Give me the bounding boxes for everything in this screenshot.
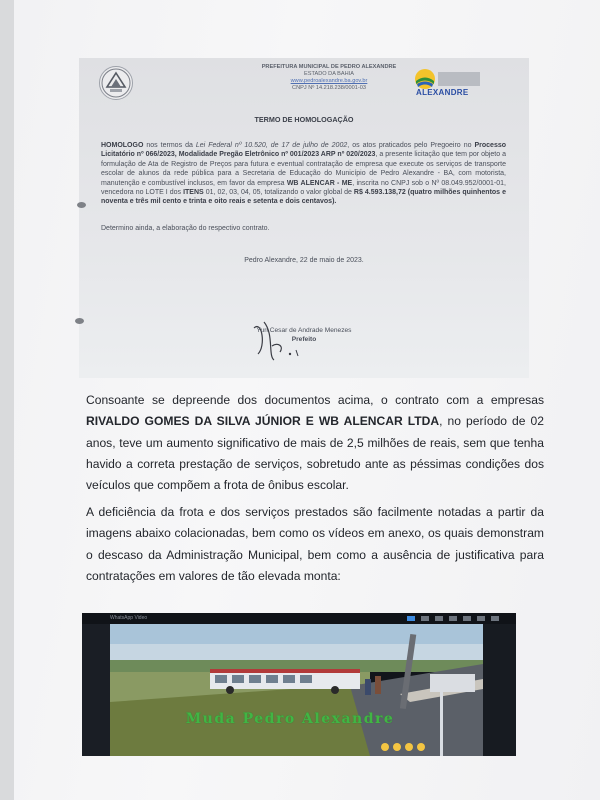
letterhead xyxy=(229,64,429,92)
video-screenshot[interactable] xyxy=(82,613,516,756)
paragraph-fleet-deficiency: A deficiência da frota e dos serviços prestados são facilmente notadas a partir da imagens abaixo colacionadas, bem como os vídeos em anexo, os quais demonstram o descaso da Administração Municipal, bem como a ausência de justificativa para contratações em valores de tão elevada monta: xyxy=(86,505,544,583)
video-top-bar xyxy=(82,613,516,624)
company-name: WB ALENCAR - ME xyxy=(286,179,353,187)
body-text-5: 01, 02, 03, 04, 05, totalizando o valor global de xyxy=(203,189,354,197)
items-word: ITENS xyxy=(183,189,204,197)
determino-line: Determino ainda, a elaboração do respectivo contrato. xyxy=(101,225,270,232)
companies-names: RIVALDO GOMES DA SILVA JÚNIOR E WB ALENCAR LTDA xyxy=(86,414,440,429)
player-controls-icon[interactable] xyxy=(407,615,507,622)
paragraph-contract-increase xyxy=(86,390,544,496)
logo-word: ALEXANDRE xyxy=(416,88,469,97)
letterhead-website[interactable]: www.pedroalexandre.ba.gov.br xyxy=(290,78,368,84)
homologo-word: HOMOLOGO xyxy=(101,142,144,149)
scan-body xyxy=(101,141,506,207)
crest-icon xyxy=(99,66,133,100)
paragraph1-text-a: Consoante se depreende dos documentos acima, o contrato com a empresas xyxy=(86,393,544,407)
scan-title: TERMO DE HOMOLOGAÇÃO xyxy=(254,115,354,124)
video-frame xyxy=(110,624,483,756)
video-top-label: WhatsApp Video xyxy=(110,615,148,621)
roadside-bus-scene xyxy=(110,624,483,756)
body-text-3: , a presente licitação que tem por objeto a formulação de Ata de Registro de Preços para futura e eventual contratação de empresa que execute os serviços de transporte escolar de alunos da rede pública para a Secretaria de Educação do Município de Pedro Alexandre - BA, com motorista, manutenção e combustível inclusos, em favor da empresa xyxy=(101,151,507,187)
total-amount: R$ 4.593.138,72 (quatro milhões quinhentos e noventa e três mil cento e trinta e oito reais e setenta e dois centavos). xyxy=(101,189,506,206)
body-text-4: , inscrita no CNPJ sob o Nº 08.049.952/0001-01, vencedora no LOTE I dos xyxy=(101,179,506,197)
signer-role: Prefeito xyxy=(291,336,317,343)
body-text-2: , os atos praticados pelo Pregoeiro no xyxy=(347,142,475,149)
scan-date: Pedro Alexandre, 22 de maio de 2023. xyxy=(244,257,364,264)
letterhead-line1: PREFEITURA MUNICIPAL DE PEDRO ALEXANDRE xyxy=(261,64,397,70)
letterhead-line2: ESTADO DA BAHIA xyxy=(304,71,354,77)
document-page xyxy=(14,0,600,800)
process-reference: Processo Licitatório nº 066/2023, Modalidade Pregão Eletrônico nº 001/2023 ARP nº 020/2023 xyxy=(101,142,507,159)
signer-name: Yuri Cesar de Andrade Menezes xyxy=(256,327,352,334)
body-text-1: nos termos da xyxy=(143,142,196,149)
video-watermark: Muda Pedro Alexandre xyxy=(185,711,395,727)
law-reference: Lei Federal nº 10.520, de 17 de julho de 2002 xyxy=(195,142,348,149)
municipal-logo-icon xyxy=(414,68,484,100)
punch-hole-icon xyxy=(75,318,84,324)
letterhead-cnpj: CNPJ Nº 14.218.238/0001-03 xyxy=(292,85,366,91)
punch-hole-icon xyxy=(77,202,86,208)
emoji-reactions-icon xyxy=(380,742,430,752)
scanned-homologation-term xyxy=(79,58,529,378)
paragraph1-text-c: , no período de 02 anos, teve um aumento significativo de mais de 2,5 milhões de reais, sem que tenha havido a correta prestação de serviços, sobretudo ante as péssimas condições dos veículos que compõem a frota de ônibus escolar. xyxy=(86,414,544,493)
